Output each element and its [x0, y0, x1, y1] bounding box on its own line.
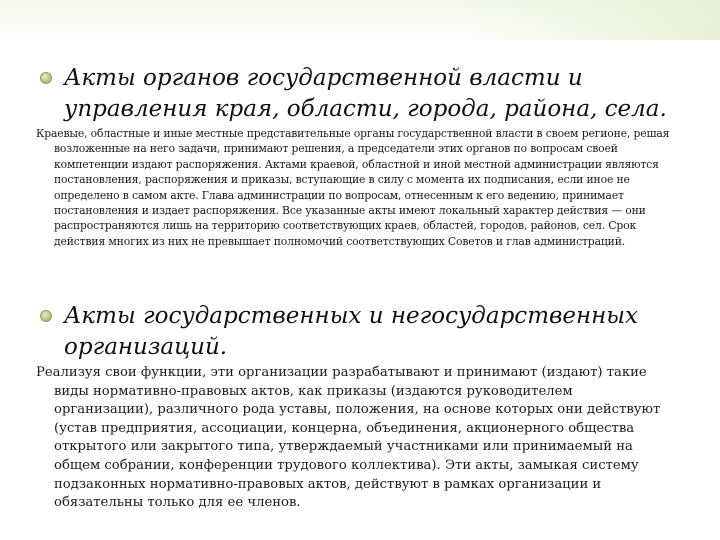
section-heading-text: Акты органов государственной власти и управления края, области, города, района, села. [64, 65, 667, 122]
bullet-dot-icon [40, 310, 52, 322]
section-heading-state-acts [40, 63, 720, 125]
section-heading-organization-acts [40, 301, 720, 363]
section-heading-text: Акты государственных и негосударственных организаций. [64, 303, 639, 360]
section-body-organization-acts: Реализуя свои функции, эти организации разрабатывают и принимают (издают) такие виды нормативно-правовых актов, как приказы (издаются руководителем организации), различного рода уставы, положения, на основе которых они действуют (устав предприятия, ассоциации, концерна, объединения, акционерного общества открытого или закрытого типа, утверждаемый участниками или принимаемый на общем собрании, конференции трудового коллектива). Эти акты, замыкая систему подзаконных нормативно-правовых актов, действуют в рамках организации и обязательны только для ее членов. [36, 365, 661, 511]
bullet-dot-icon [40, 72, 52, 84]
section-body-state-acts: Краевые, областные и иные местные представительные органы государственной власти в своем регионе, решая возложенные на него задачи, принимают решения, а председатели этих органов по вопросам своей компетенции издают распоряжения. Актами краевой, областной и иной местной администрации являются постановления, распоряжения и приказы, вступающие в силу с момента их подписания, если иное не определено в самом акте. Глава администрации по вопросам, отнесенным к его ведению, принимает постановления и издает распоряжения. Все указанные акты имеют локальный характер действия — они распространяются лишь на территорию соответствующих краев, областей, городов, районов, сел. Срок действия многих из них не превышает полномочий соответствующих Советов и глав администраций. [36, 127, 670, 248]
